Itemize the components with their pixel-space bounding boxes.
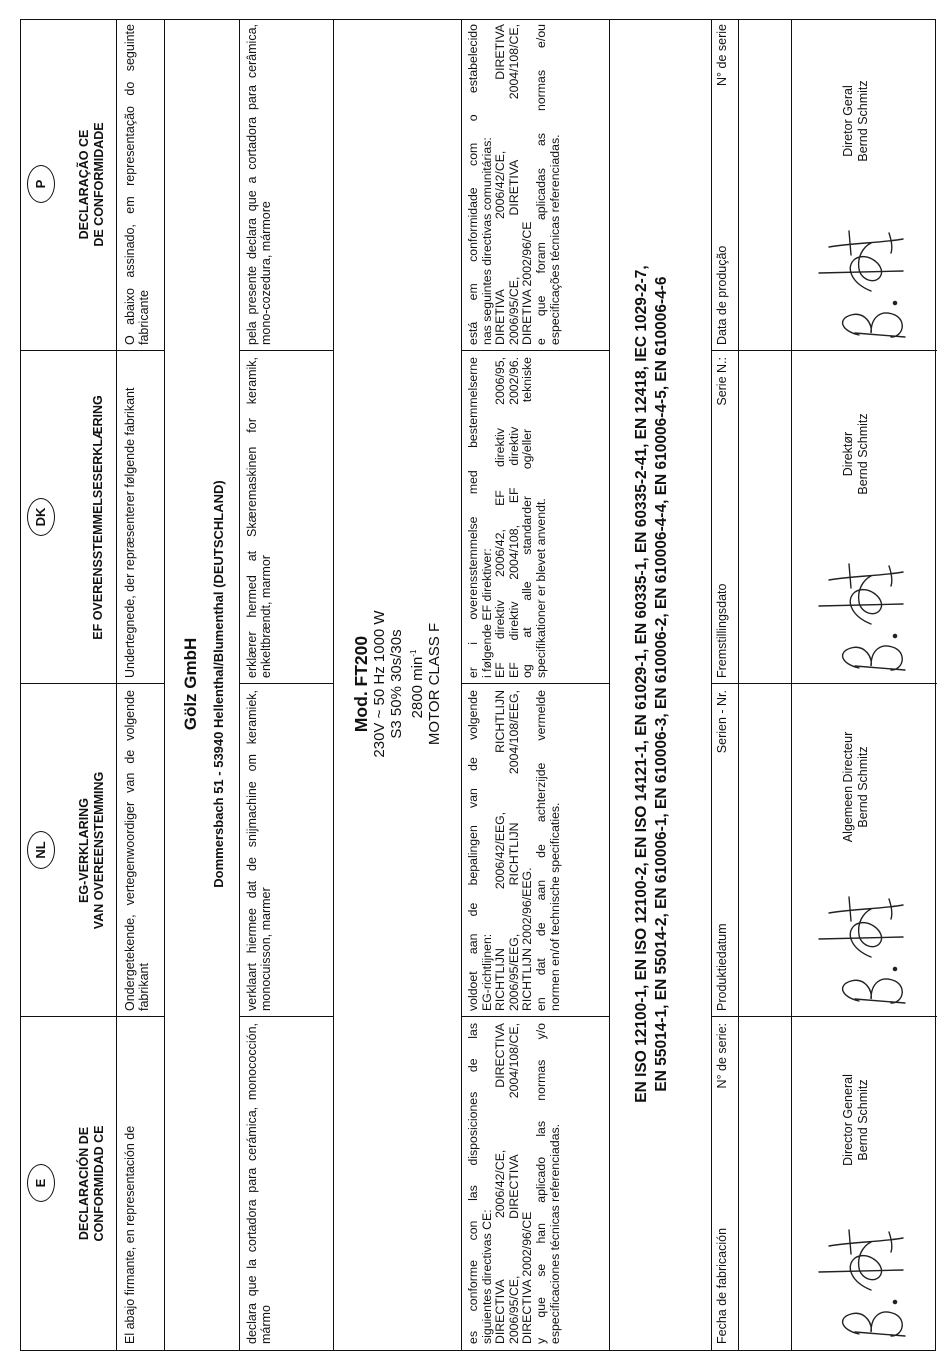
conformity-p: [465, 18, 605, 351]
model-line2: S3 50% 30s/30s: [388, 629, 405, 739]
signature-icon: [811, 223, 911, 343]
language-badge-p: P: [27, 165, 55, 203]
declares-dk: erklærer hermed at Skæremaskinen for keramik, enkeltbrændt, marmor: [245, 357, 273, 678]
conformity-line: i følgende EF direktiver:: [479, 548, 494, 678]
conformity-line: 2006/95/CE, DIRECTIVA 2004/108/CE,: [506, 1023, 521, 1344]
conformity-line: er i overensstemmelse med bestemmelserne: [466, 357, 480, 678]
director-p: [841, 31, 871, 211]
director-name: Bernd Schmitz: [856, 746, 870, 828]
title-nl: [77, 684, 107, 1017]
title-line: DECLARACIÓN DE: [77, 1126, 91, 1241]
declares-p: pela presente declara que a cortadora para cerâmica, mono-cozedura, mármore: [245, 24, 273, 345]
title-line: DECLARAÇÃO CE: [77, 129, 91, 240]
director-title: Diretor Geral: [841, 85, 855, 157]
title-line: CONFORMIDAD CE: [92, 1125, 106, 1242]
director-nl: [841, 697, 871, 877]
col-divider: [711, 683, 937, 684]
signature-e: [811, 1222, 916, 1342]
conformity-line: specifikationer er blevet anvendt.: [533, 498, 548, 678]
title-line: EG-VERKLARING: [77, 798, 91, 903]
date-serial-nl: [715, 684, 729, 1017]
model-block: [351, 18, 443, 1350]
row-divider: [609, 20, 610, 1350]
conformity-line: voldoet aan de bepalingen van de volgende: [466, 690, 480, 1011]
row-divider: [239, 20, 240, 1350]
row-divider: [461, 20, 462, 1350]
serial-label: Serie N.:: [715, 357, 729, 406]
date-label: Data de produção: [715, 245, 729, 345]
conformity-line: siguientes directivas CE:: [479, 1209, 494, 1344]
intro-p: O abaixo assinado, em representação do seguinte fabricante: [123, 24, 151, 345]
signature-icon: [811, 1222, 911, 1342]
director-title: Director General: [841, 1074, 855, 1166]
signature-icon: [811, 889, 911, 1009]
conformity-line: RICHTLIJN 2006/42/EEG, RICHTLIJN: [493, 690, 508, 1011]
declaration-table: [20, 19, 936, 1351]
conformity-dk: [465, 351, 605, 684]
conformity-line: EF direktiv 2006/42, EF direktiv 2006/95,: [493, 357, 508, 678]
norms-line2: EN 55014-1, EN 55014-2, EN 610006-1, EN 610006-3, EN 610006-2, EN 610006-4-4, EN 610006-4-5, EN 610006-4-6: [653, 276, 670, 1092]
col-divider: [711, 1016, 937, 1017]
director-e: [841, 1030, 871, 1210]
conformity-line: EG-richtlijnen:: [479, 933, 494, 1011]
signature-icon: [811, 556, 911, 676]
signature-p: [811, 223, 916, 343]
model-name: Mod. FT200: [351, 635, 371, 733]
serial-label: N° de serie:: [715, 1023, 729, 1089]
row-divider: [738, 20, 739, 1350]
language-badge-dk: DK: [27, 498, 55, 536]
title-dk: [91, 351, 106, 684]
row-divider: [711, 20, 712, 1350]
conformity-line: DIRECTIVA 2006/42/CE, DIRECTIVA: [493, 1023, 508, 1344]
conformity-line: DIRETIVA 2006/42/CE, DIRETIVA: [493, 24, 508, 345]
intro-nl: Ondergetekende, vertegenwoordiger van de volgende fabrikant: [123, 690, 151, 1011]
conformity-line: 2006/95/CE, DIRETIVA 2004/108/CE,: [506, 24, 521, 345]
row-divider: [164, 20, 165, 1350]
conformity-line: es conforme con las disposiciones de las: [466, 1023, 480, 1344]
norms-line1: EN ISO 12100-1, EN ISO 12100-2, EN ISO 14121-1, EN 61029-1, EN 60335-1, EN 60335-2-41, EN 12418, IEC 1029-2-7,: [633, 265, 650, 1103]
date-serial-e: [715, 1017, 729, 1350]
director-dk: [841, 364, 871, 544]
language-badge-nl: NL: [27, 831, 55, 869]
conformity-line: especificações técnicas referenciadas.: [547, 134, 562, 345]
conformity-line: EF direktiv 2004/108, EF direktiv 2002/96.: [506, 357, 521, 678]
model-speed: 2800 min: [409, 656, 426, 719]
model-speed-sup: -1: [409, 649, 418, 657]
row-divider: [116, 20, 117, 1350]
model-line4: MOTOR CLASS F: [426, 622, 443, 746]
date-serial-dk: [715, 351, 729, 684]
language-badge-e: E: [27, 1164, 55, 1202]
row-divider: [791, 20, 792, 1350]
declares-e: declara que la cortadora para cerámica, monococción, mármo: [245, 1023, 273, 1344]
date-label: Produktiedatum: [715, 923, 729, 1011]
company-address: Dommersbach 51 - 53940 Hellenthal/Blumenthal (DEUTSCHLAND): [211, 480, 226, 888]
intro-e: El abajo firmante, en representación de: [123, 1125, 137, 1344]
conformity-line: en dat de aan de achterzijde vermelde: [533, 690, 548, 1011]
serial-label: N° de serie: [715, 24, 729, 86]
conformity-line: especificaciones técnicas referenciadas.: [547, 1123, 562, 1344]
conformity-line: 2006/95/EEG, RICHTLIJN 2004/108/EEG,: [506, 690, 521, 1011]
conformity-line: e que foram aplicadas as normas e/ou: [533, 24, 548, 345]
conformity-line: og at alle standarder og/eller tekniske: [520, 357, 535, 678]
director-name: Bernd Schmitz: [856, 80, 870, 162]
intro-dk: Undertegnede, der repræsenterer følgende fabrikant: [123, 387, 137, 678]
date-label: Fecha de fabricación: [715, 1227, 729, 1344]
title-line: EF OVERENSSTEMMELSESERKLÆRING: [91, 395, 105, 640]
signature-dk: [811, 556, 916, 676]
serial-label: Serien - Nr.: [715, 690, 729, 754]
conformity-nl: [465, 684, 605, 1017]
conformity-line: nas seguintes directivas comunitárias:: [479, 137, 494, 345]
conformity-line: normen en/of technische specificaties.: [547, 802, 562, 1011]
date-label: Fremstillingsdato: [715, 583, 729, 678]
title-line: DE CONFORMIDADE: [92, 122, 106, 247]
director-name: Bernd Schmitz: [856, 1079, 870, 1161]
model-line1: 230V ~ 50 Hz 1000 W: [371, 610, 388, 758]
date-serial-p: [715, 18, 729, 351]
conformity-line: y que se han aplicado las normas y/o: [533, 1023, 548, 1344]
conformity-line: está em conformidade com o estabelecido: [466, 24, 480, 345]
model-line3: [405, 18, 426, 1350]
col-divider: [711, 350, 937, 351]
director-name: Bernd Schmitz: [856, 413, 870, 495]
director-title: Algemeen Directeur: [841, 731, 855, 843]
signature-nl: [811, 889, 916, 1009]
director-title: Direktør: [841, 431, 855, 477]
conformity-line: RICHTLIJN 2002/96/EEG.: [520, 867, 535, 1011]
title-e: [77, 1017, 107, 1350]
declares-nl: verklaart hiermee dat de snijmachine om keramiek, monocuisson, marmer: [245, 690, 273, 1011]
conformity-line: DIRETIVA 2002/96/CE: [520, 221, 535, 345]
company-name: Gölz GmbH: [181, 637, 200, 731]
title-p: [77, 18, 107, 351]
row-divider: [333, 20, 334, 1350]
conformity-e: [465, 1017, 605, 1350]
title-line: VAN OVEREENSTEMMING: [92, 771, 106, 930]
conformity-line: DIRECTIVA 2002/96/CE: [520, 1211, 535, 1344]
